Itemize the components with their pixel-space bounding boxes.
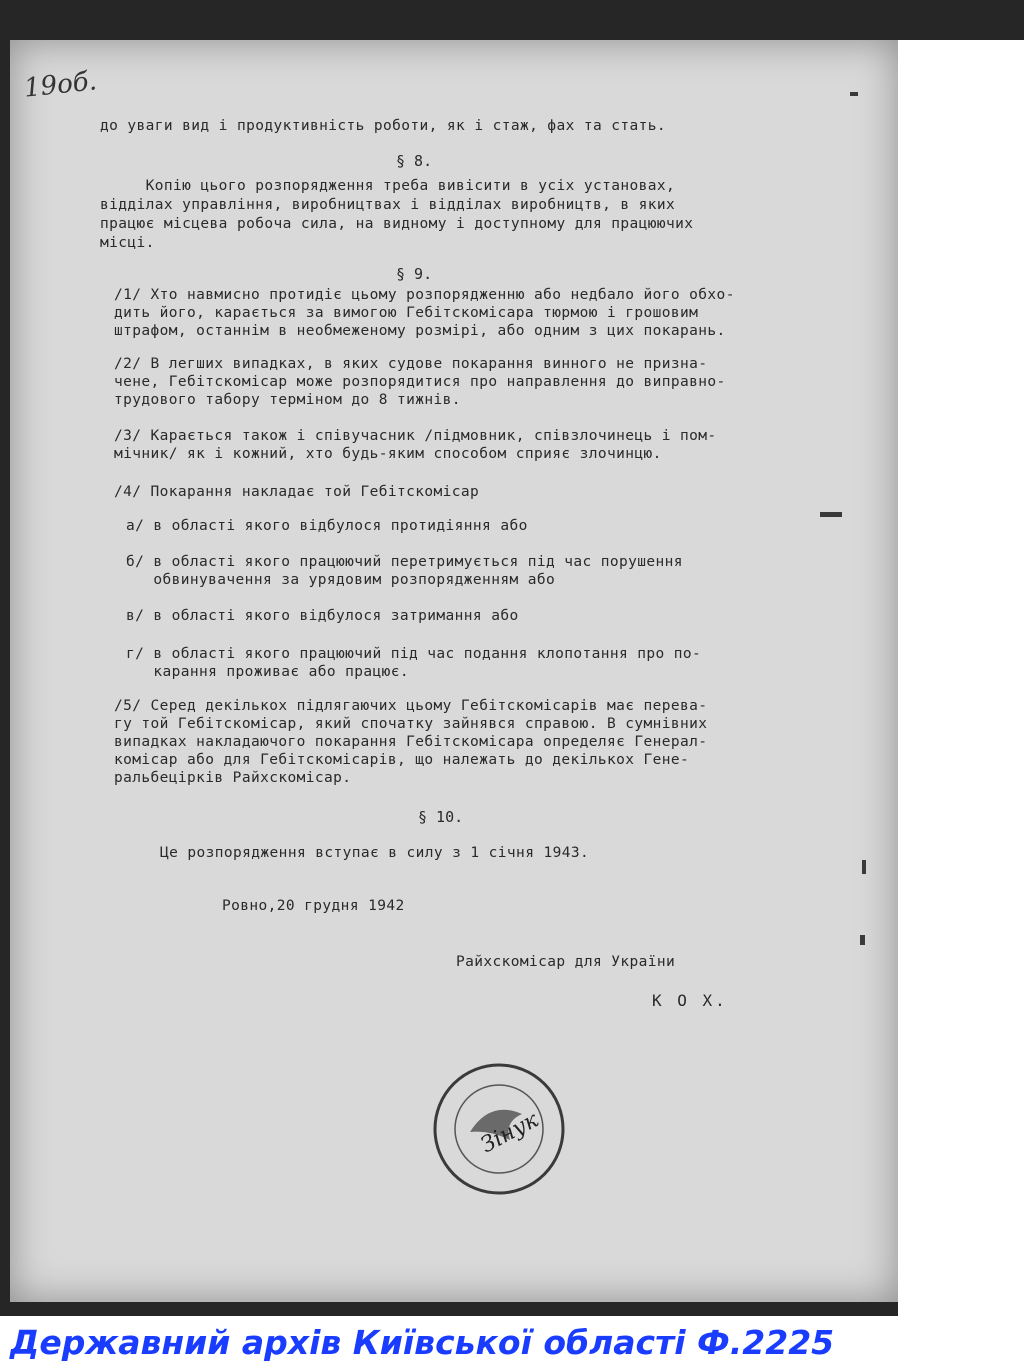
- section-9-p5-line: /5/ Серед декількох підлягаючих цьому Гебітскомісарів має перева-: [114, 698, 708, 714]
- section-9-p4-g-line: карання проживає або працює.: [126, 664, 410, 680]
- ink-mark: [862, 860, 866, 874]
- place-date: Ровно,20 грудня 1942: [222, 898, 405, 914]
- section-8-line: працює місцева робоча сила, на видному і доступному для працюючих: [100, 216, 694, 232]
- top-line: до уваги вид і продуктивність роботи, як і стаж, фах та стать.: [100, 118, 667, 134]
- section-8-line: відділах управління, виробництвах і відділах виробництв, в яких: [100, 197, 676, 213]
- section-9-p2-line: трудового табору терміном до 8 тижнів.: [114, 392, 461, 408]
- section-9-p5-line: гу той Гебітскомісар, який спочатку зайнявся справою. В сумнівних: [114, 716, 708, 732]
- section-8-line: Копію цього розпорядження треба вивісити в усіх установах,: [100, 178, 676, 194]
- section-9-p4-b-line: обвинувачення за урядовим розпорядженням або: [126, 572, 556, 588]
- scan-margin: [898, 40, 1024, 1316]
- folio-number: 19об.: [22, 66, 99, 104]
- signatory-title: Райхскомісар для України: [456, 954, 676, 970]
- section-10-mark: § 10.: [418, 808, 464, 826]
- section-9-p2-line: чене, Гебітскомісар може розпорядитися про направлення до виправно-: [114, 374, 726, 390]
- section-9-p1-line: штрафом, останнім в необмеженому розмірі, або одним з цих покарань.: [114, 323, 726, 339]
- section-9-p4-g-line: г/ в області якого працюючий під час подання клопотання про по-: [126, 646, 702, 662]
- section-9-p4-a: а/ в області якого відбулося протидіяння або: [126, 518, 528, 534]
- section-10-text: Це розпорядження вступає в силу з 1 січня 1943.: [160, 845, 590, 861]
- section-9-p4-intro: /4/ Покарання накладає той Гебітскомісар: [114, 484, 480, 500]
- ink-mark: [820, 512, 842, 517]
- section-9-p5-line: ральбецірків Райхскомісар.: [114, 770, 352, 786]
- section-9-p3-line: /3/ Карається також і співучасник /підмовник, співзлочинець і пом-: [114, 428, 717, 444]
- round-stamp: [430, 1060, 568, 1198]
- section-9-p4-v: в/ в області якого відбулося затримання або: [126, 608, 519, 624]
- section-9-p2-line: /2/ В легших випадках, в яких судове покарання винного не призна-: [114, 356, 708, 372]
- stamp-signature: Зінук: [476, 1107, 543, 1159]
- section-9-p5-line: комісар або для Гебітскомісарів, що належать до декількох Гене-: [114, 752, 690, 768]
- section-9-p1-line: дить його, карається за вимогою Гебітскомісара тюрмою і грошовим: [114, 305, 699, 321]
- ink-mark: [850, 92, 858, 96]
- section-8-mark: § 8.: [396, 152, 433, 170]
- section-9-mark: § 9.: [396, 265, 433, 283]
- ink-mark: [860, 935, 865, 945]
- section-9-p4-b-line: б/ в області якого працюючий перетримується під час порушення: [126, 554, 683, 570]
- section-9-p3-line: мічник/ як і кожний, хто будь-яким способом сприяє злочинцю.: [114, 446, 662, 462]
- section-8-line: місці.: [100, 235, 155, 251]
- section-9-p1-line: /1/ Хто навмисно протидіє цьому розпорядженню або недбало його обхо-: [114, 287, 735, 303]
- signatory-name: К О Х.: [652, 991, 728, 1010]
- section-9-p5-line: випадках накладаючого покарання Гебітскомісара определяє Генерал-: [114, 734, 708, 750]
- archive-caption: Державний архів Київської області Ф.2225: [10, 1323, 835, 1362]
